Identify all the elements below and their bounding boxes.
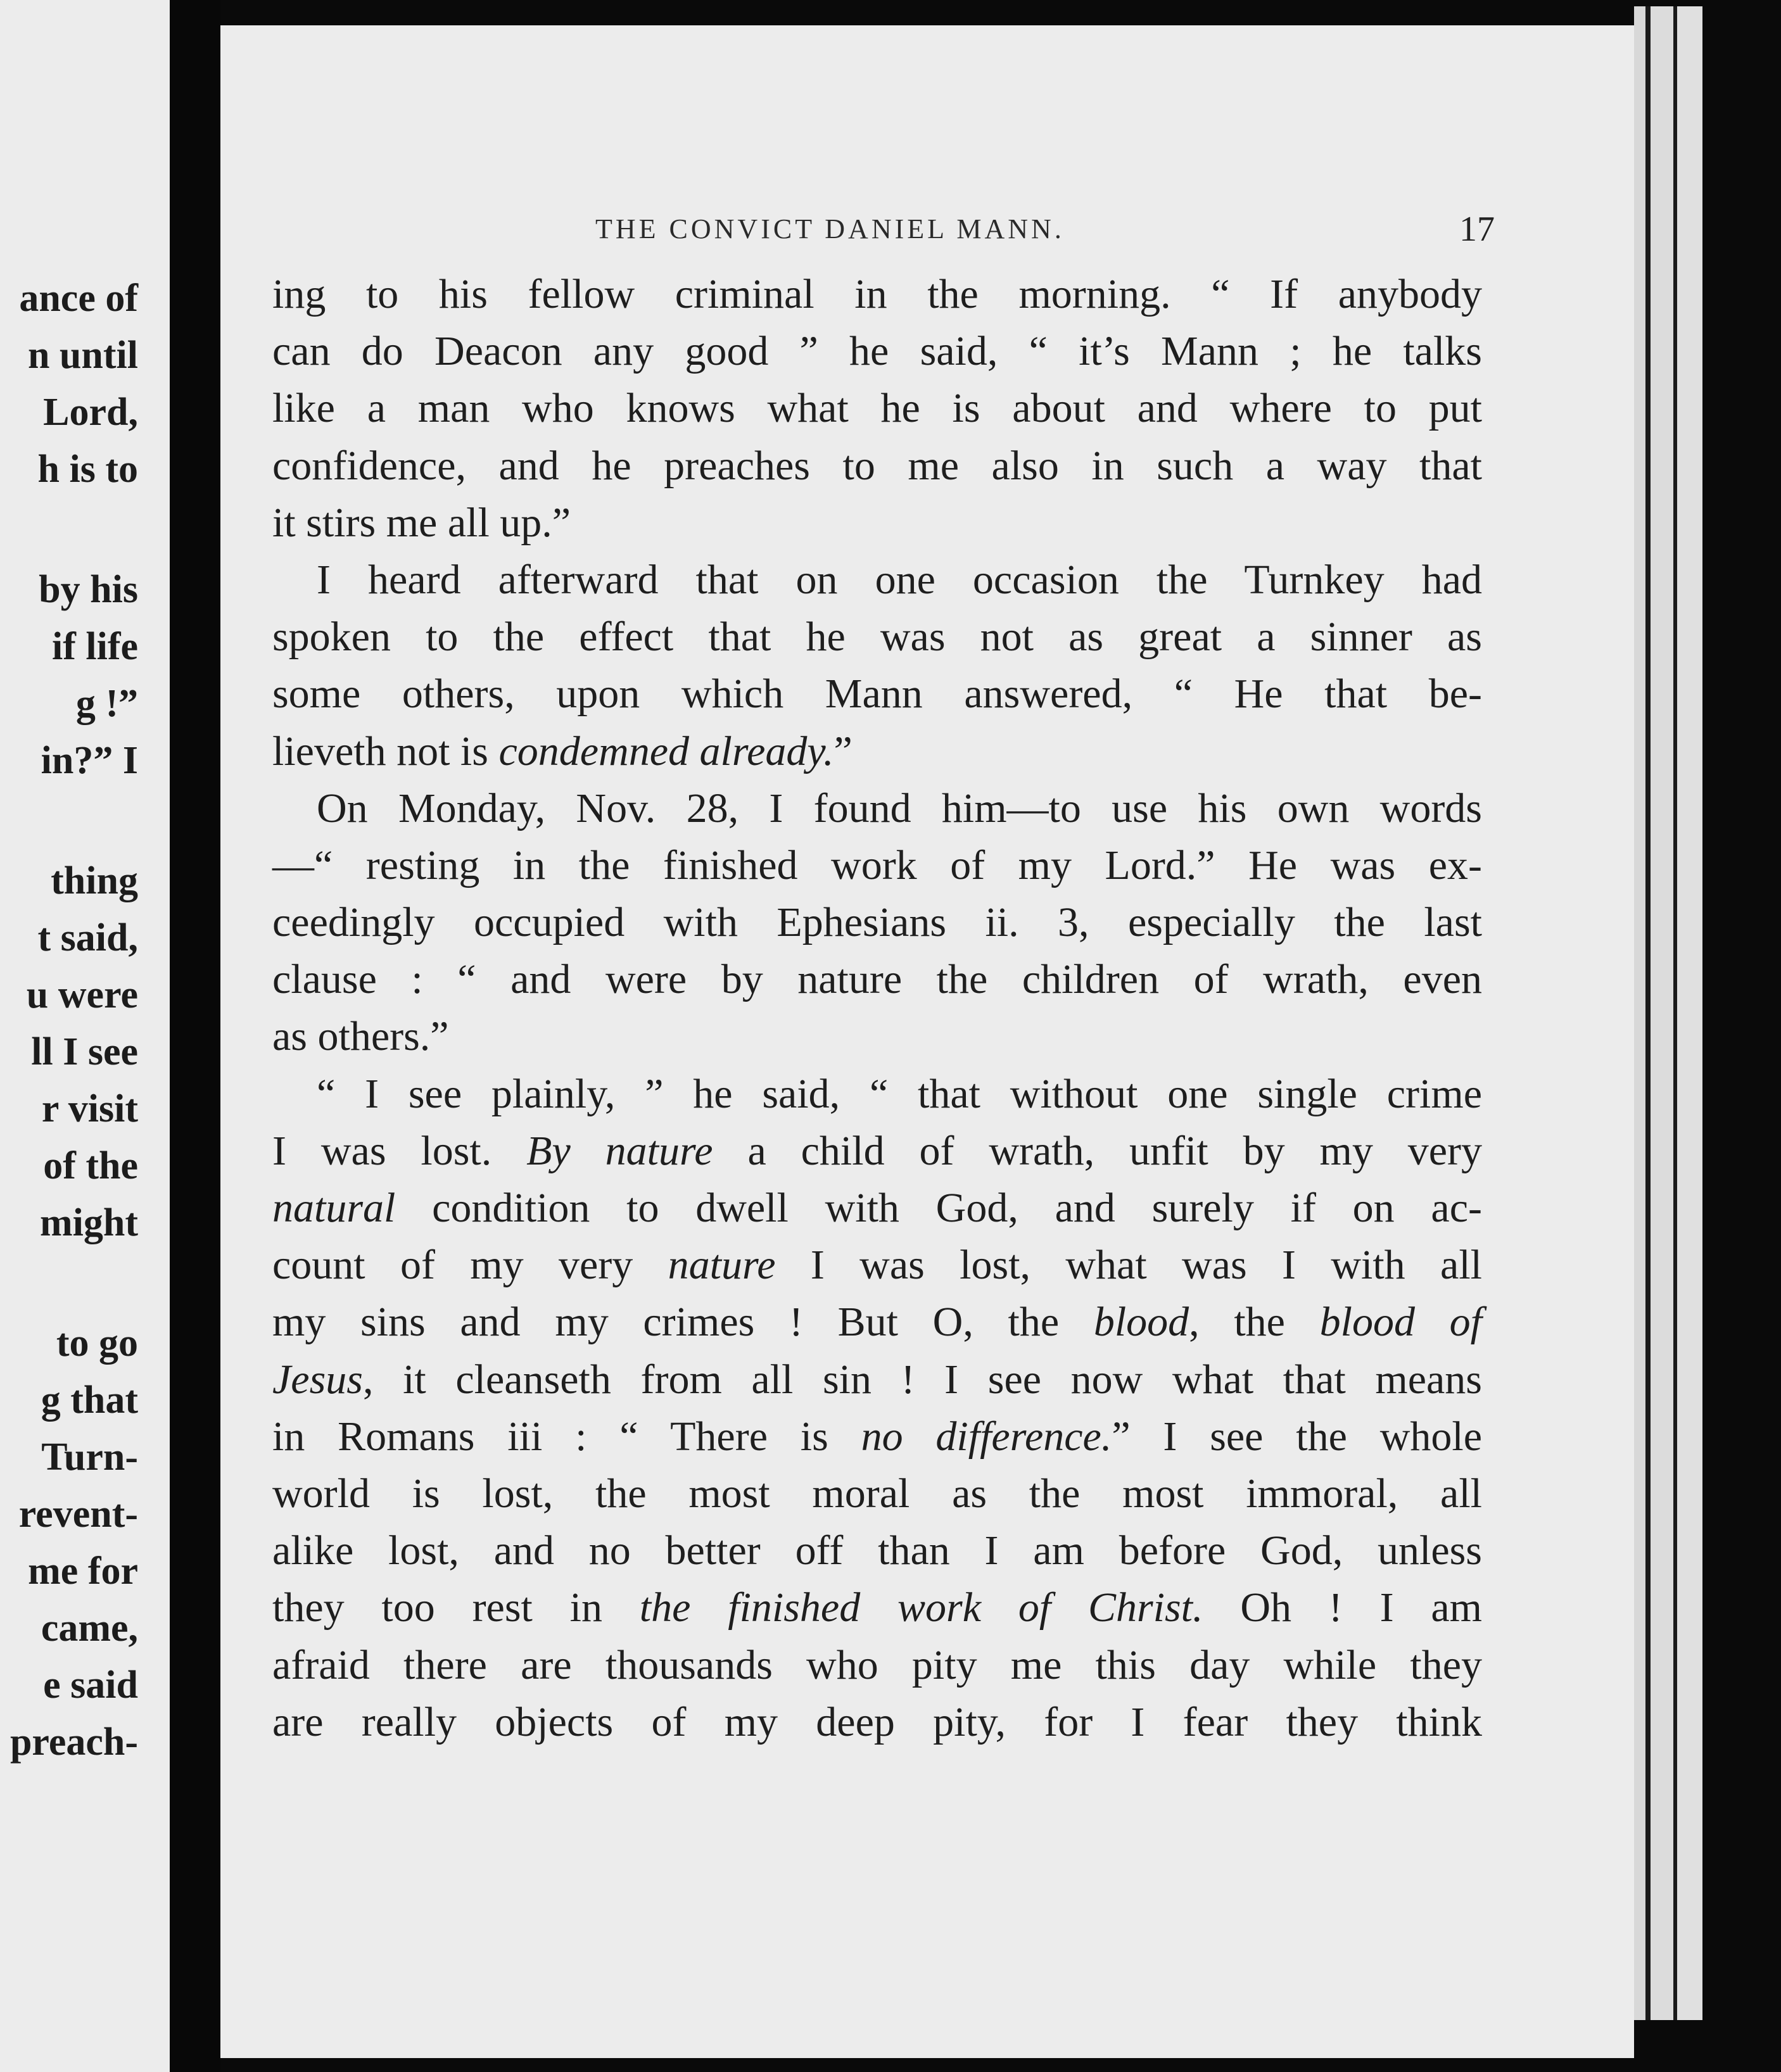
italic-phrase: blood of [1319, 1299, 1482, 1346]
text-line [272, 1579, 1482, 1636]
text-run: —“ resting in the finished work of my Lord.” He was ex- [272, 842, 1482, 888]
text-line [272, 1351, 1482, 1408]
facing-page-line: ance of [19, 277, 138, 320]
page-edge-shadow [1645, 6, 1651, 2020]
facing-page-line: if life [52, 625, 138, 668]
text-line [272, 1123, 1482, 1180]
text-line [272, 1637, 1482, 1694]
text-run: like a man who knows what he is about and where to put [272, 385, 1482, 432]
facing-page-line: preach- [10, 1721, 138, 1764]
text-run: confidence, and he preaches to me also in such a way that [272, 442, 1482, 489]
text-line [272, 266, 1482, 323]
italic-phrase: Jesus [272, 1356, 363, 1403]
text-line [272, 666, 1482, 723]
text-run: On Monday, Nov. 28, I found him—to use his own words [317, 785, 1482, 831]
text-run: can do Deacon any good ” he said, “ it’s Mann ; he talks [272, 328, 1482, 375]
page-edge [1677, 6, 1702, 2020]
text-line [272, 780, 1482, 837]
facing-page-line: of the [43, 1144, 138, 1187]
text-line [272, 438, 1482, 495]
italic-phrase: nature [668, 1242, 776, 1289]
facing-page-line: e said [43, 1664, 138, 1707]
italic-phrase: blood [1093, 1299, 1189, 1346]
text-run: are really objects of my deep pity, for I fear they think [272, 1698, 1482, 1745]
text-run: as others.” [272, 1013, 449, 1060]
text-run: clause : “ and were by nature the children of wrath, even [272, 956, 1482, 1003]
text-run: ceedingly occupied with Ephesians ii. 3, especially the last [272, 899, 1482, 946]
text-run: spoken to the effect that he was not as great a sinner as [272, 614, 1482, 660]
text-run: I was lost, what was I with all [775, 1242, 1482, 1289]
text-line [272, 1465, 1482, 1522]
text-run: a child of wrath, unfit by my very [713, 1127, 1482, 1174]
book-gutter [170, 0, 220, 2072]
facing-page-line: Lord, [43, 391, 138, 434]
text-run: condition to dwell with God, and surely if on ac- [395, 1185, 1482, 1231]
text-run: world is lost, the most moral as the most immoral, all [272, 1470, 1482, 1517]
text-run: I heard afterward that on one occasion the Turnkey had [317, 556, 1482, 603]
facing-page-line: to go [56, 1322, 138, 1365]
italic-phrase: natural [272, 1185, 396, 1231]
facing-page-line: t said, [37, 916, 138, 959]
text-line [272, 1180, 1482, 1237]
body-text [272, 266, 1482, 1751]
italic-phrase: By nature [526, 1127, 713, 1174]
text-run: I was lost. [272, 1127, 527, 1174]
background-edge [1702, 6, 1781, 2020]
italic-phrase: the finished work of Christ. [639, 1584, 1203, 1631]
facing-page-line: me for [28, 1550, 138, 1593]
text-line [272, 609, 1482, 666]
text-line [272, 1066, 1482, 1123]
text-line [272, 951, 1482, 1008]
page-edge [1651, 6, 1673, 2020]
italic-phrase: condemned already. [498, 728, 834, 774]
facing-page-line: n until [27, 334, 138, 377]
facing-page-line: h is to [37, 448, 138, 491]
facing-page-line: r visit [41, 1087, 138, 1130]
text-line [272, 1694, 1482, 1751]
facing-page-line: might [40, 1201, 138, 1244]
text-line [272, 1008, 1482, 1065]
text-line [272, 552, 1482, 609]
facing-page-line: g that [41, 1379, 138, 1422]
text-line [272, 380, 1482, 437]
facing-page-line: in?” I [41, 739, 138, 782]
facing-page-line: thing [51, 859, 138, 902]
facing-page-line: u were [26, 973, 138, 1016]
text-run: , it cleanseth from all sin ! I see now what that means [362, 1356, 1482, 1403]
page-edge [1634, 6, 1645, 2020]
facing-page-line: revent- [18, 1493, 138, 1536]
text-run: count of my very [272, 1242, 668, 1289]
text-line [272, 1408, 1482, 1465]
text-line [272, 323, 1482, 380]
text-run: my sins and my crimes ! But O, the [272, 1299, 1094, 1346]
page-number: 17 [1459, 210, 1495, 249]
text-run: lieveth not is [272, 728, 499, 774]
text-line [272, 495, 1482, 552]
text-line [272, 837, 1482, 894]
running-header [317, 209, 1520, 253]
text-run: in Romans iii : “ There is [272, 1413, 861, 1460]
text-run: “ I see plainly, ” he said, “ that without one single crime [317, 1070, 1482, 1117]
facing-page-line: ll I see [31, 1030, 138, 1073]
facing-page-line: by his [39, 568, 138, 611]
text-run: ” [833, 728, 852, 774]
facing-page-line: Turn- [41, 1436, 138, 1479]
facing-page-line: g !” [75, 682, 138, 725]
text-line [272, 723, 1482, 780]
facing-page-line: came, [41, 1607, 138, 1650]
facing-page-fragment [0, 0, 170, 2072]
text-run: they too rest in [272, 1584, 640, 1631]
text-run: ” I see the whole [1112, 1413, 1482, 1460]
text-run: it stirs me all up.” [272, 499, 571, 546]
text-run: , the [1189, 1299, 1320, 1346]
text-run: ing to his fellow criminal in the morning. “ If anybody [272, 271, 1482, 317]
text-line [272, 1294, 1482, 1351]
text-line [272, 1522, 1482, 1579]
text-run: Oh ! I am [1203, 1584, 1482, 1631]
running-title: THE CONVICT DANIEL MANN. [595, 213, 1065, 244]
text-run: afraid there are thousands who pity me this day while they [272, 1641, 1482, 1688]
text-run: alike lost, and no better off than I am before God, unless [272, 1527, 1482, 1574]
italic-phrase: no difference. [861, 1413, 1112, 1460]
text-run: some others, upon which Mann answered, “ He that be- [272, 671, 1482, 717]
text-line [272, 1237, 1482, 1294]
text-line [272, 894, 1482, 951]
